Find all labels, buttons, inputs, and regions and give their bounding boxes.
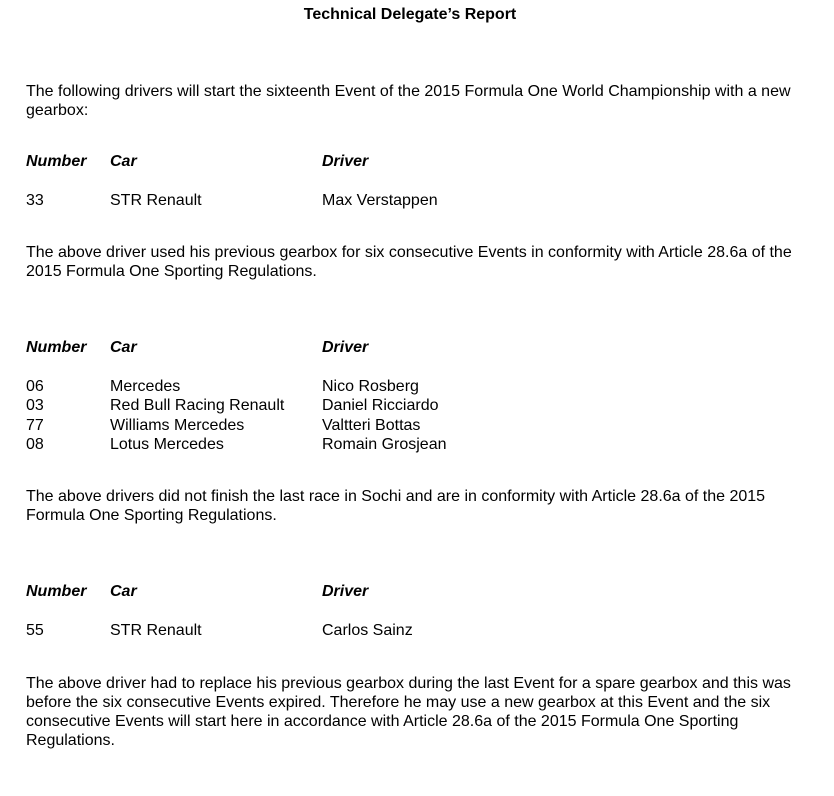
row-number: 33 [26, 192, 44, 209]
group-note: The above driver had to replace his previous gearbox during the last Event for a spare gearbox and this was before the six consecutive Events expired. Therefore he may use a new gearbox at this Event and the six consecutive Events will start here in accordance with Article 28.6a of the 2015 Formula One Sporting Regulations. [26, 675, 791, 749]
header-driver: Driver [322, 583, 369, 600]
row-number: 55 [26, 622, 44, 639]
header-number: Number [26, 583, 87, 600]
table-row [0, 396, 834, 415]
table-header [0, 339, 834, 359]
row-car: Red Bull Racing Renault [110, 397, 285, 414]
row-car: Lotus Mercedes [110, 436, 224, 453]
table-row [0, 377, 834, 396]
row-driver: Valtteri Bottas [322, 417, 421, 434]
table-row [0, 435, 834, 454]
header-car: Car [110, 153, 137, 170]
header-number: Number [26, 339, 87, 356]
table-header [0, 153, 834, 173]
row-car: STR Renault [110, 192, 202, 209]
group-note: The above drivers did not finish the last race in Sochi and are in conformity with Article 28.6a of the 2015 Formula One Sporting Regulations. [26, 488, 766, 524]
row-car: Mercedes [110, 378, 181, 395]
row-number: 06 [26, 378, 44, 395]
row-number: 03 [26, 397, 44, 414]
row-driver: Daniel Ricciardo [322, 397, 439, 414]
row-number: 08 [26, 436, 44, 453]
table-header [0, 583, 834, 603]
row-driver: Carlos Sainz [322, 622, 413, 639]
table-row [0, 191, 834, 210]
header-car: Car [110, 583, 137, 600]
header-driver: Driver [322, 153, 369, 170]
row-number: 77 [26, 417, 44, 434]
report-title: Technical Delegate’s Report [303, 6, 517, 23]
row-car: STR Renault [110, 622, 202, 639]
header-driver: Driver [322, 339, 369, 356]
row-driver: Romain Grosjean [322, 436, 447, 453]
header-number: Number [26, 153, 87, 170]
intro-paragraph: The following drivers will start the sixteenth Event of the 2015 Formula One World Championship with a new gearbox: [26, 83, 791, 119]
group-note: The above driver used his previous gearbox for six consecutive Events in conformity with Article 28.6a of the 2015 Formula One Sporting Regulations. [26, 244, 792, 280]
header-car: Car [110, 339, 137, 356]
row-car: Williams Mercedes [110, 417, 245, 434]
row-driver: Max Verstappen [322, 192, 438, 209]
table-row [0, 416, 834, 435]
table-row [0, 621, 834, 640]
row-driver: Nico Rosberg [322, 378, 419, 395]
